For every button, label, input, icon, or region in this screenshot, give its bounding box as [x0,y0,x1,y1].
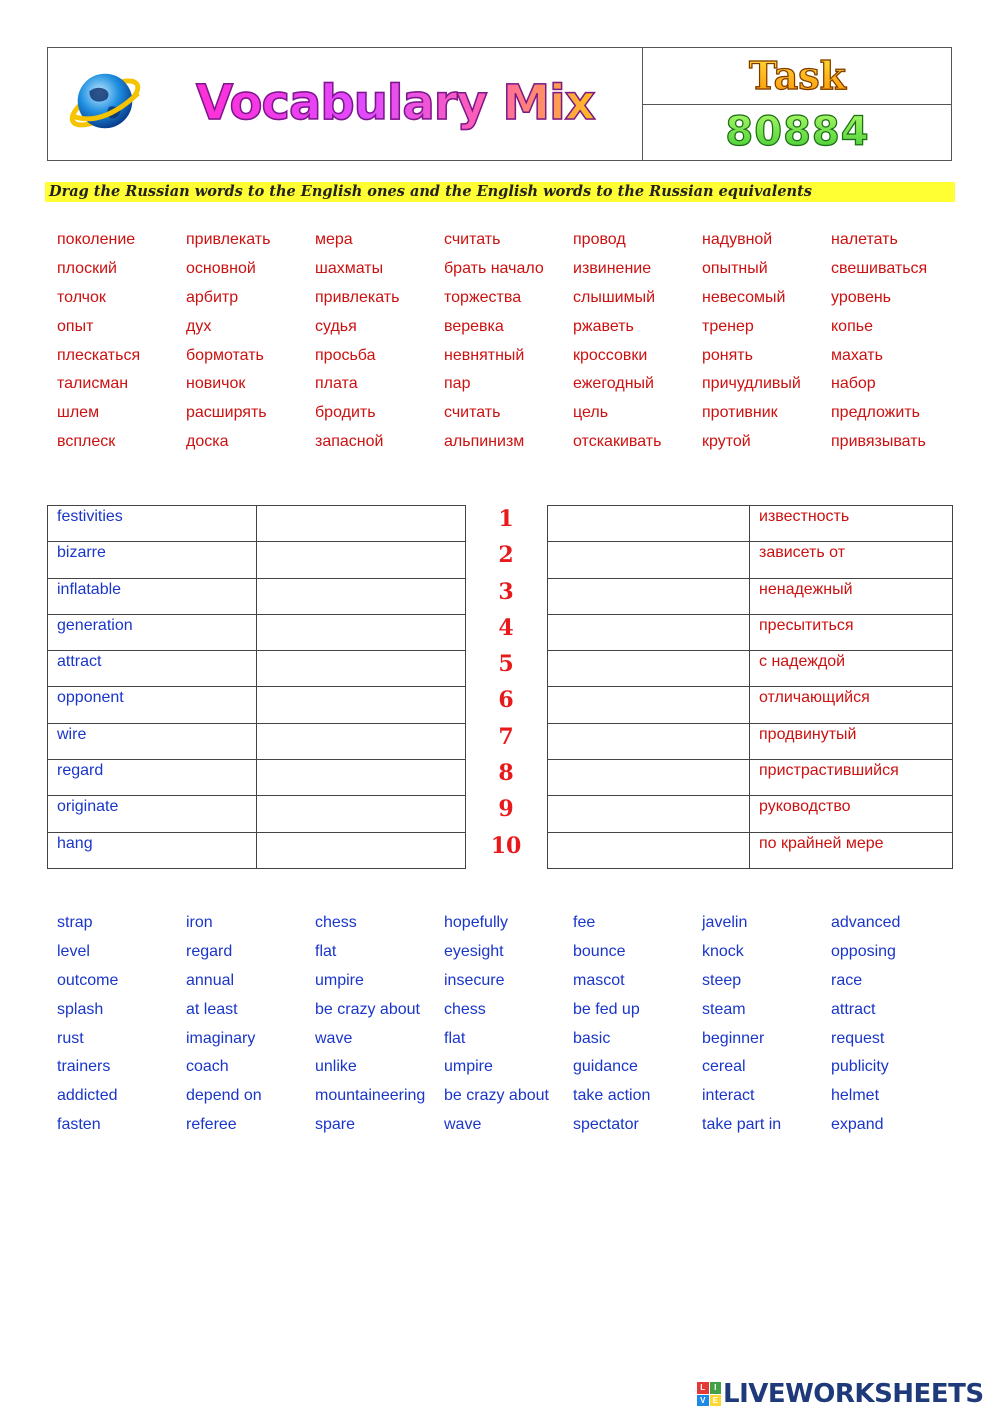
english-word[interactable]: knock [702,942,744,960]
russian-word[interactable]: основной [186,259,256,277]
table-row [548,506,953,542]
english-word[interactable]: take action [573,1087,651,1105]
english-word[interactable]: rust [57,1029,84,1047]
globe-icon [66,62,144,140]
english-word[interactable]: attract [831,1000,876,1018]
english-word-cell: inflatable [48,578,257,614]
row-number: 3 [498,578,514,605]
russian-word[interactable]: судья [315,317,357,335]
english-word[interactable]: cereal [702,1058,746,1076]
english-word[interactable]: hopefully [444,914,509,931]
english-word[interactable]: strap [57,914,93,931]
russian-word[interactable]: крутой [702,433,751,451]
english-word[interactable]: be crazy about [444,1087,549,1105]
row-number: 2 [498,542,514,569]
russian-word[interactable]: пар [444,375,471,393]
english-word[interactable]: referee [186,1116,237,1134]
row-number: 10 [490,832,522,859]
drop-zone[interactable] [257,614,466,650]
russian-word[interactable]: ржаветь [573,317,634,335]
english-word[interactable]: unlike [315,1058,357,1076]
russian-word-cell: зависеть от [750,542,953,578]
russian-word[interactable]: просьба [315,346,376,364]
russian-word[interactable]: плоский [57,259,117,277]
russian-word[interactable]: привлекать [315,288,400,306]
english-word[interactable]: steam [702,1000,746,1018]
russian-word[interactable]: запасной [315,433,384,451]
drop-zone[interactable] [548,614,750,650]
english-word[interactable]: fasten [57,1116,101,1134]
english-word[interactable]: chess [315,914,357,931]
english-word[interactable]: iron [186,914,213,931]
russian-word-bank [57,226,960,457]
row-number: 1 [498,506,514,532]
english-word[interactable]: level [57,942,90,960]
russian-word[interactable]: расширять [186,404,267,422]
english-word[interactable]: spare [315,1116,356,1134]
russian-word[interactable]: торжества [444,288,522,306]
russian-word-cell: ненадежный [750,578,953,614]
table-row [548,687,953,723]
english-word[interactable]: trainers [57,1058,111,1076]
drop-zone[interactable] [548,796,750,832]
russian-word[interactable]: предложить [831,404,920,422]
russian-word[interactable]: плата [315,375,358,393]
english-word[interactable]: expand [831,1116,884,1134]
russian-word[interactable]: шахматы [315,259,384,277]
table-row [48,578,466,614]
russian-word[interactable]: альпинизм [444,433,525,451]
row-number: 4 [498,614,514,641]
table-row [548,578,953,614]
english-word[interactable]: be crazy about [315,1000,420,1018]
table-row [548,760,953,796]
table-row [48,723,466,759]
russian-match-table [547,505,953,869]
english-word[interactable]: race [831,971,863,989]
english-word[interactable]: annual [186,971,235,989]
russian-word[interactable]: причудливый [702,375,801,393]
instruction-banner: Drag the Russian words to the English ones and the English words to the Russian equivalents [45,182,955,202]
english-word[interactable]: imaginary [186,1029,256,1047]
english-word-cell: regard [48,760,257,796]
drop-zone[interactable] [257,578,466,614]
russian-word-cell: отличающийся [750,687,953,723]
russian-word[interactable]: извинение [573,259,652,277]
english-word[interactable]: take part in [702,1116,782,1134]
table-row [48,506,466,542]
drop-zone[interactable] [257,651,466,687]
worksheet-title: Vocabulary Mix [196,70,616,136]
russian-word[interactable]: противник [702,404,778,422]
russian-word[interactable]: брать начало [444,259,544,277]
english-word[interactable]: eyesight [444,942,504,960]
english-word[interactable]: mountaineering [315,1087,426,1105]
russian-word-cell: пристрастившийся [750,760,953,796]
russian-word[interactable]: поколение [57,231,136,248]
english-word[interactable]: opposing [831,942,896,960]
english-word[interactable]: flat [315,942,337,960]
russian-word[interactable]: невнятный [444,346,525,364]
drop-zone[interactable] [548,651,750,687]
drop-zone[interactable] [548,760,750,796]
drop-zone[interactable] [548,687,750,723]
table-row [548,542,953,578]
russian-word[interactable]: мера [315,231,353,248]
worksheet-header [47,47,952,161]
drop-zone[interactable] [548,832,750,868]
drop-zone[interactable] [548,723,750,759]
russian-word[interactable]: цель [573,404,609,422]
english-word-cell: generation [48,614,257,650]
english-word[interactable]: addicted [57,1087,118,1105]
english-word[interactable]: basic [573,1029,611,1047]
drop-zone[interactable] [257,723,466,759]
row-number: 9 [498,796,514,823]
liveworksheets-brand [697,1378,984,1410]
english-word[interactable]: regard [186,942,233,960]
drop-zone[interactable] [548,578,750,614]
russian-word[interactable]: отскакивать [573,433,662,451]
english-word[interactable]: steep [702,971,742,989]
russian-word[interactable]: доска [186,433,229,451]
drop-zone[interactable] [257,506,466,542]
russian-word[interactable]: свешиваться [831,259,928,277]
russian-word[interactable]: шлем [57,404,100,422]
drop-zone[interactable] [548,506,750,542]
russian-word[interactable]: тренер [702,317,754,335]
english-word[interactable]: helmet [831,1087,880,1105]
english-word[interactable]: be fed up [573,1000,640,1018]
drop-zone[interactable] [257,760,466,796]
russian-word[interactable]: веревка [444,317,504,335]
drop-zone[interactable] [257,542,466,578]
drop-zone[interactable] [257,796,466,832]
english-word[interactable]: mascot [573,971,625,989]
russian-word-cell: пресытиться [750,614,953,650]
english-word-cell: attract [48,651,257,687]
english-word[interactable]: flat [444,1029,466,1047]
english-word[interactable]: guidance [573,1058,638,1076]
english-word[interactable]: chess [444,1000,486,1018]
russian-word[interactable]: ежегодный [573,375,654,393]
row-number: 6 [498,687,514,714]
russian-word[interactable]: считать [444,231,501,248]
table-row [548,614,953,650]
russian-word[interactable]: кроссовки [573,346,648,364]
russian-word[interactable]: талисман [57,375,129,393]
table-row [48,687,466,723]
drop-zone[interactable] [257,832,466,868]
drop-zone[interactable] [257,687,466,723]
russian-word[interactable]: дух [186,317,212,335]
drop-zone[interactable] [548,542,750,578]
russian-word[interactable]: опытный [702,259,768,277]
task-label: Task [643,48,952,104]
russian-word[interactable]: арбитр [186,288,239,306]
english-word[interactable]: umpire [444,1058,493,1076]
english-word[interactable]: umpire [315,971,364,989]
row-number: 7 [498,723,514,750]
english-word[interactable]: wave [315,1029,353,1047]
english-word[interactable]: spectator [573,1116,639,1134]
table-row [48,832,466,868]
logo-letter: I [710,1382,722,1394]
english-word-cell: festivities [48,506,257,542]
task-number: 80884 [643,105,952,160]
row-numbers [480,500,532,863]
row-number: 5 [498,651,514,678]
english-word[interactable]: publicity [831,1058,889,1076]
russian-word[interactable]: слышимый [573,288,656,306]
table-row [548,723,953,759]
russian-word[interactable]: плескаться [57,346,141,364]
english-word[interactable]: request [831,1029,885,1047]
logo-letter: E [710,1395,722,1407]
english-word[interactable]: interact [702,1087,755,1105]
english-word[interactable]: insecure [444,971,505,989]
liveworksheets-logo-icon [697,1382,721,1406]
russian-word-cell: продвинутый [750,723,953,759]
russian-word[interactable]: махать [831,346,883,364]
english-word[interactable]: bounce [573,942,626,960]
english-word-bank [57,909,960,1140]
table-row [48,542,466,578]
russian-word[interactable]: налетать [831,231,898,248]
russian-word-cell: с надеждой [750,651,953,687]
russian-word[interactable]: привлекать [186,231,271,248]
english-word[interactable]: coach [186,1058,229,1076]
row-number: 8 [498,760,514,787]
table-row [48,760,466,796]
english-word[interactable]: advanced [831,914,901,931]
table-row [548,651,953,687]
table-row [48,614,466,650]
logo-letter: V [697,1395,709,1407]
russian-word[interactable]: бродить [315,404,376,422]
table-row [548,796,953,832]
english-word-cell: originate [48,796,257,832]
table-row [48,796,466,832]
english-word-cell: bizarre [48,542,257,578]
brand-text: LIVEWORKSHEETS [723,1379,984,1409]
russian-word[interactable]: привязывать [831,433,926,451]
russian-word[interactable]: уровень [831,288,892,306]
english-word[interactable]: splash [57,1000,104,1018]
english-word-cell: wire [48,723,257,759]
russian-word[interactable]: считать [444,404,501,422]
logo-letter: L [697,1382,709,1394]
russian-word[interactable]: бормотать [186,346,264,364]
russian-word[interactable]: толчок [57,288,106,306]
russian-word[interactable]: невесомый [702,288,786,306]
english-match-table [47,505,466,869]
russian-word[interactable]: надувной [702,231,773,248]
english-word[interactable]: depend on [186,1087,262,1105]
english-word[interactable]: beginner [702,1029,765,1047]
table-row [548,832,953,868]
english-word[interactable]: javelin [702,914,748,931]
english-word[interactable]: fee [573,914,596,931]
russian-word-cell: известность [750,506,953,542]
russian-word[interactable]: набор [831,375,876,393]
russian-word[interactable]: новичок [186,375,246,393]
russian-word[interactable]: ронять [702,346,753,364]
english-word[interactable]: outcome [57,971,119,989]
russian-word-cell: по крайней мере [750,832,953,868]
english-word-cell: opponent [48,687,257,723]
english-word[interactable]: wave [444,1116,482,1134]
russian-word[interactable]: опыт [57,317,94,335]
russian-word[interactable]: провод [573,231,626,248]
russian-word-cell: руководство [750,796,953,832]
russian-word[interactable]: всплеск [57,433,116,451]
english-word-cell: hang [48,832,257,868]
english-word[interactable]: at least [186,1000,238,1018]
russian-word[interactable]: копье [831,317,873,335]
table-row [48,651,466,687]
